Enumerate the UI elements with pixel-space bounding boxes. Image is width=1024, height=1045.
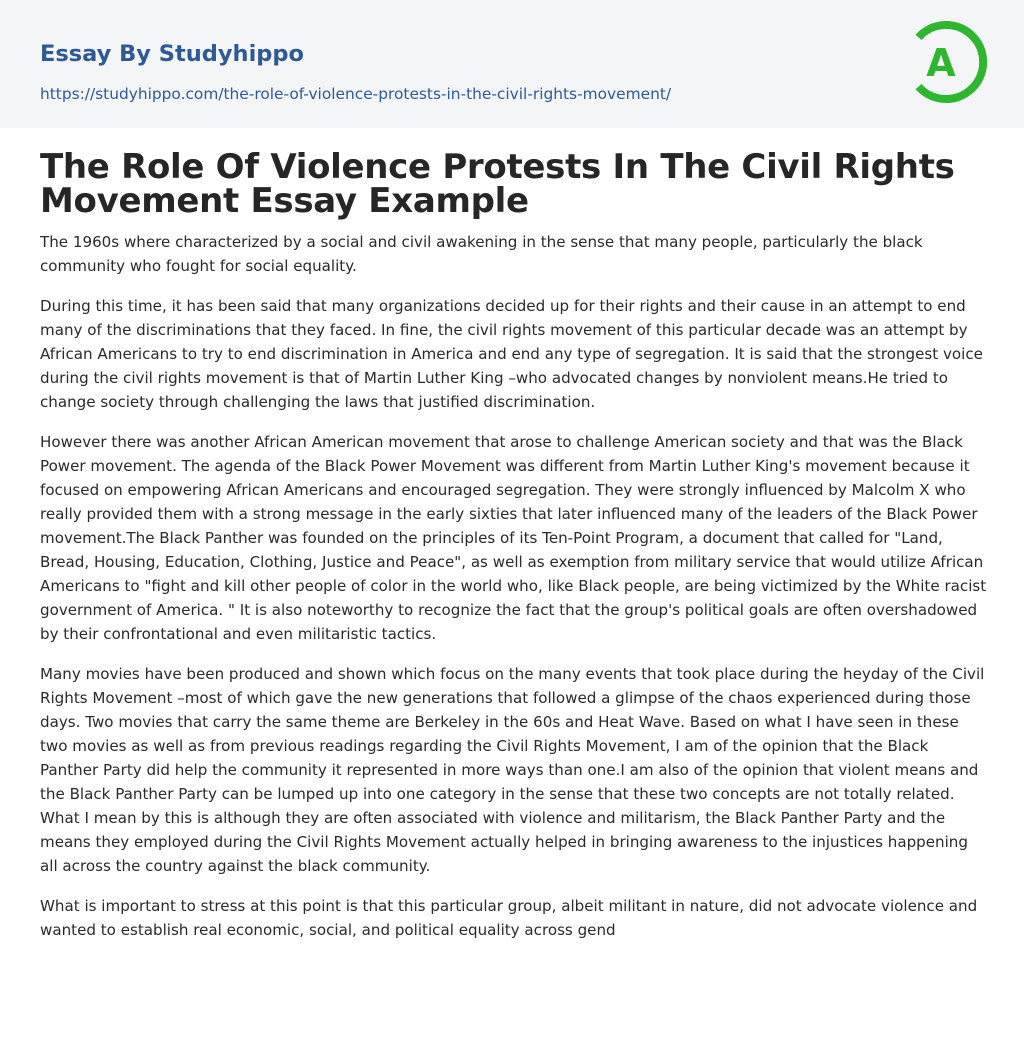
site-title[interactable]: Essay By Studyhippo (40, 41, 304, 67)
essay-paragraph: What is important to stress at this point is that this particular group, albeit militant in nature, did not advocate violence and wanted to establish real economic, social, and political equality across gend (40, 897, 978, 939)
essay-paragraph: The 1960s where characterized by a social and civil awakening in the sense that many people, particularly the black community who fought for social equality. (40, 233, 923, 275)
site-header (0, 0, 1024, 128)
essay-title: The Role Of Violence Protests In The Civil Rights Movement Essay Example (40, 147, 955, 221)
studyhippo-logo[interactable] (906, 18, 990, 106)
essay-url-link[interactable]: https://studyhippo.com/the-role-of-violence-protests-in-the-civil-rights-movement/ (40, 85, 672, 103)
essay-paragraph: During this time, it has been said that many organizations decided up for their rights and their cause in an attempt to end many of the discriminations that they faced. In fine, the civil rights movement of this particular decade was an attempt by African Americans to try to end discrimination in America and end any type of segregation. It is said that the strongest voice during the civil rights movement is that of Martin Luther King –who advocated changes by nonviolent means.He tried to change society through challenging the laws that justified discrimination. (40, 297, 983, 411)
essay-paragraph: However there was another African American movement that arose to challenge American society and that was the Black Power movement. The agenda of the Black Power Movement was different from Martin Luther King's movement because it focused on empowering African Americans and encouraged segregation. They were strongly influenced by Malcolm X who really provided them with a strong message in the early sixties that later influenced many of the leaders of the Black Power movement.The Black Panther was founded on the principles of its Ten-Point Program, a document that called for "Land, Bread, Housing, Education, Clothing, Justice and Peace", as well as exemption from military service that would utilize African Americans to "fight and kill other people of color in the world who, like Black people, are being victimized by the White racist government of America. " It is also noteworthy to recognize the fact that the group's political goals are often overshadowed by their confrontational and even militaristic tactics. (40, 433, 987, 643)
logo-letter: A (926, 41, 956, 85)
essay-content (40, 147, 988, 942)
essay-paragraph: Many movies have been produced and shown which focus on the many events that took place during the heyday of the Civil Rights Movement –most of which gave the new generations that followed a glimpse of the chaos experienced during those days. Two movies that carry the same theme are Berkeley in the 60s and Heat Wave. Based on what I have seen in these two movies as well as from previous readings regarding the Civil Rights Movement, I am of the opinion that the Black Panther Party did help the community it represented in more ways than one.I am also of the opinion that violent means and the Black Panther Party can be lumped up into one category in the sense that these two concepts are not totally related. What I mean by this is although they are often associated with violence and militarism, the Black Panther Party and the means they employed during the Civil Rights Movement actually helped in bringing awareness to the injustices happening all across the country against the black community. (40, 665, 985, 875)
